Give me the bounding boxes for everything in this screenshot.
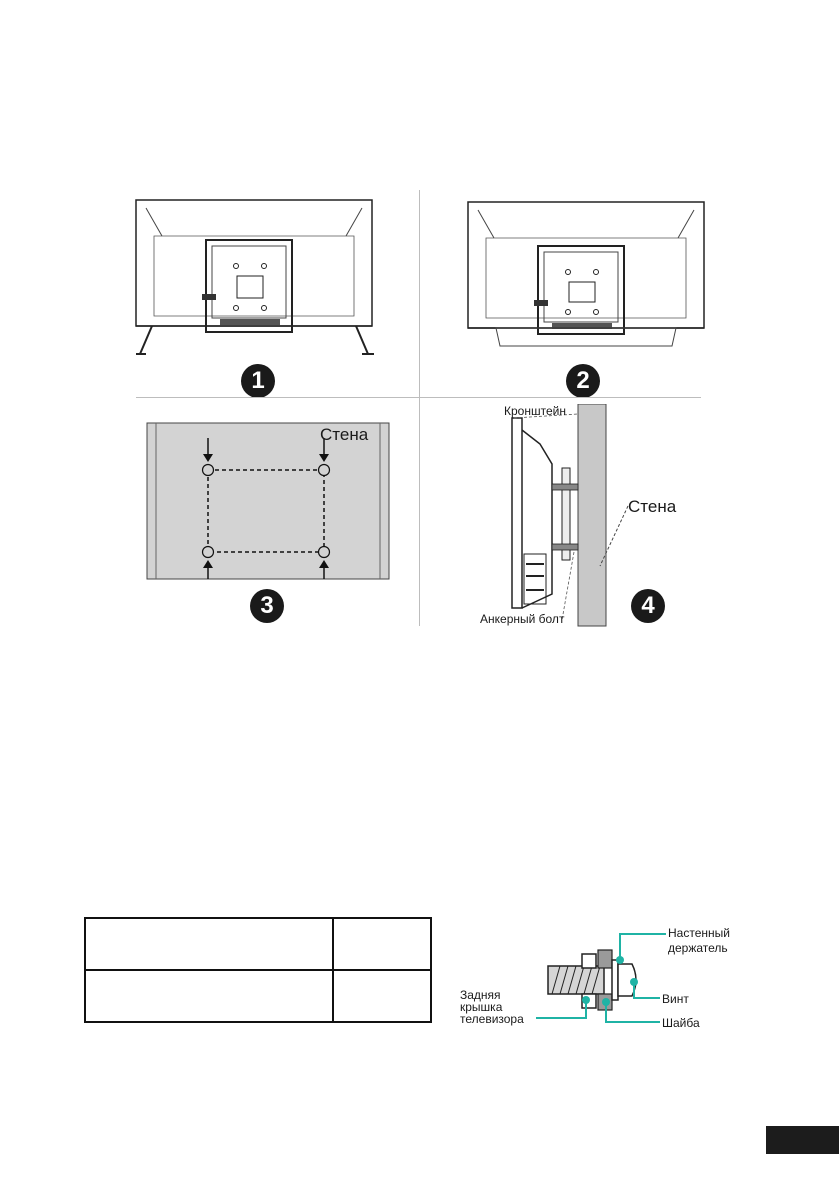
- table-cell: [85, 918, 333, 970]
- vertical-divider: [419, 190, 420, 626]
- table-cell: [333, 970, 431, 1022]
- wall-label-step-3: Стена: [320, 425, 369, 444]
- washer-label: Шайба: [662, 1016, 700, 1030]
- table-row: [85, 970, 431, 1022]
- step-3-badge: 3: [250, 589, 284, 623]
- wall-label-step-4: Стена: [628, 497, 677, 516]
- page-tab-marker: [766, 1126, 839, 1154]
- back-cover-label: Задняя крышка телевизора: [460, 988, 524, 1026]
- tv-rear-with-stand: [134, 198, 376, 358]
- table-row: [85, 918, 431, 970]
- screw-mount-diagram: [536, 920, 676, 1030]
- wall-holder-label: Настенный держатель: [668, 926, 730, 955]
- table-cell: [333, 918, 431, 970]
- screw-label: Винт: [662, 992, 689, 1006]
- anchor-bolt-label: Анкерный болт: [480, 612, 565, 626]
- step-1-badge: 1: [241, 364, 275, 398]
- wall-pointer-line: [598, 504, 630, 568]
- step-2-badge: 2: [566, 364, 600, 398]
- bracket-label: Кронштейн: [504, 404, 566, 418]
- step-4-badge: 4: [631, 589, 665, 623]
- table-cell: [85, 970, 333, 1022]
- wall-drilling-diagram: [146, 422, 390, 580]
- horizontal-divider: [136, 397, 701, 398]
- tv-rear-without-stand: [466, 200, 708, 352]
- spec-table: [84, 917, 432, 1023]
